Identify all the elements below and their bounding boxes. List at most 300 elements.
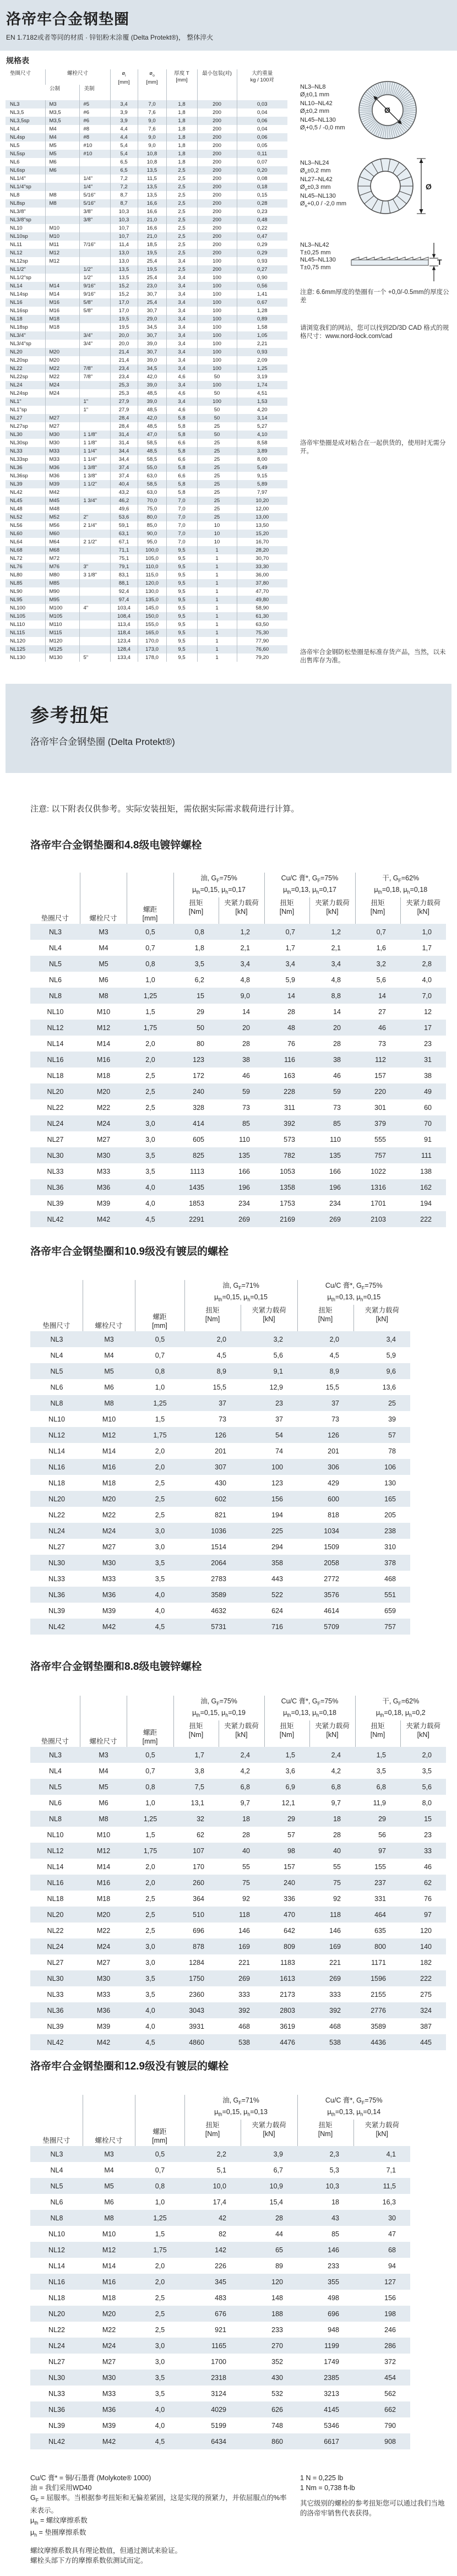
table-row bbox=[6, 315, 287, 323]
cell bbox=[45, 175, 79, 183]
cell: 16,6 bbox=[138, 224, 166, 232]
table-row bbox=[6, 117, 287, 125]
cell: NL8 bbox=[10, 192, 20, 198]
cell: 9,5 bbox=[166, 563, 197, 571]
cell: 1,58 bbox=[237, 323, 287, 331]
table-row bbox=[6, 199, 287, 208]
cell: 146 bbox=[329, 1926, 341, 1935]
cell: 2,4 bbox=[331, 1751, 341, 1759]
cell: 9,5 bbox=[166, 571, 197, 579]
cell: 3,0 bbox=[155, 1543, 165, 1551]
cell: 85 bbox=[242, 1119, 250, 1128]
cell: 3,5 bbox=[155, 1575, 165, 1583]
cell: 201 bbox=[328, 1447, 339, 1455]
cell: 17,0 bbox=[110, 307, 138, 315]
cell: 170,0 bbox=[138, 637, 166, 645]
cell: 16,6 bbox=[138, 208, 166, 216]
table-row bbox=[30, 1555, 410, 1571]
cell: 123,4 bbox=[110, 637, 138, 645]
cell: NL33 bbox=[47, 1167, 64, 1175]
cell: 68 bbox=[388, 2246, 396, 2254]
cell: 25 bbox=[197, 480, 237, 488]
cell: 1,25 bbox=[153, 1399, 167, 1407]
cell: 4,6 bbox=[166, 389, 197, 397]
col-thickness: 厚度 T [mm] bbox=[166, 69, 197, 100]
cell: 2360 bbox=[189, 1990, 204, 1998]
cell: 240 bbox=[193, 1087, 204, 1096]
cell: 355 bbox=[328, 2278, 339, 2286]
cell: 464 bbox=[374, 1910, 386, 1919]
cell: 4,2 bbox=[331, 1767, 341, 1775]
cell: M36 bbox=[96, 1183, 111, 1191]
cell: NL18sp bbox=[10, 324, 28, 330]
cell: 0,7 bbox=[285, 928, 295, 936]
cell: 23,0 bbox=[138, 282, 166, 290]
table-row bbox=[30, 1795, 446, 1811]
cell: M16 bbox=[102, 2278, 116, 2286]
cell: 200 bbox=[197, 249, 237, 257]
cell: M6 bbox=[45, 158, 79, 166]
table-row bbox=[6, 571, 287, 579]
col-clamp: 夹紧力载荷 [kN] bbox=[353, 1305, 410, 1331]
cell: 2,0 bbox=[145, 1039, 155, 1048]
cell: NL10 bbox=[47, 1007, 64, 1016]
table-row bbox=[30, 2401, 410, 2417]
cell: M14 bbox=[102, 1447, 116, 1455]
cell: NL115 bbox=[10, 630, 25, 636]
cell: 1,75 bbox=[143, 1023, 157, 1032]
cell: 4,8 bbox=[331, 976, 341, 984]
cell: NL22 bbox=[47, 1926, 64, 1935]
cell: 23,4 bbox=[110, 364, 138, 373]
cell: 3,5 bbox=[145, 1974, 155, 1983]
cell: 5/8" bbox=[79, 298, 110, 307]
cell: 130 bbox=[384, 1479, 396, 1487]
cell: NL30 bbox=[47, 1151, 64, 1159]
cell: 1 1/4" bbox=[79, 447, 110, 455]
cell: 3,4 bbox=[166, 397, 197, 406]
cell: 100,0 bbox=[138, 546, 166, 554]
cell: 10,9 bbox=[269, 2182, 283, 2190]
cell: 4,6 bbox=[166, 373, 197, 381]
cell: NL42 bbox=[47, 2038, 64, 2046]
cell: 1 bbox=[197, 546, 237, 554]
cell: 4632 bbox=[211, 1606, 226, 1615]
table-row bbox=[30, 1475, 410, 1491]
cell: 3/4" bbox=[79, 331, 110, 340]
cell: 1 bbox=[197, 579, 237, 587]
cell bbox=[79, 579, 110, 587]
cell: #6 bbox=[79, 117, 110, 125]
cell: 6,8 bbox=[331, 1783, 341, 1791]
cell: 1 bbox=[197, 563, 237, 571]
cell: 878 bbox=[193, 1942, 204, 1951]
cell: 1,5 bbox=[376, 1751, 386, 1759]
cell: 538 bbox=[329, 2038, 341, 2046]
cell: 59 bbox=[242, 1087, 250, 1096]
cell: 39,0 bbox=[138, 381, 166, 389]
cell: NL45 bbox=[10, 498, 23, 504]
cell: 3,5 bbox=[155, 2373, 165, 2382]
cell: 333 bbox=[238, 1990, 250, 1998]
cell: 1,8 bbox=[166, 117, 197, 125]
cell: 46 bbox=[333, 1071, 341, 1080]
cell: 1 bbox=[197, 596, 237, 604]
cell: 150,0 bbox=[138, 612, 166, 620]
cell: 1,25 bbox=[153, 2214, 167, 2222]
cell: 2064 bbox=[211, 1559, 226, 1567]
torque-table-12-9-body bbox=[30, 2146, 410, 2449]
table-row bbox=[6, 563, 287, 571]
cell: 2,5 bbox=[166, 175, 197, 183]
cell: 716 bbox=[271, 1622, 283, 1631]
cell: M33 bbox=[45, 455, 79, 464]
cell bbox=[79, 158, 110, 166]
col-torque: 扭矩 [Nm] bbox=[184, 1305, 241, 1331]
cell: 76 bbox=[287, 1039, 295, 1048]
cell: 21,4 bbox=[110, 348, 138, 356]
cell bbox=[79, 554, 110, 563]
cell: 1,8 bbox=[166, 150, 197, 158]
cell: 3,0 bbox=[145, 1135, 155, 1143]
table-row bbox=[30, 1131, 446, 1147]
cell: NL12sp bbox=[10, 258, 28, 264]
cell: 30,70 bbox=[237, 554, 287, 563]
cell: 2,3 bbox=[329, 2150, 339, 2158]
footer-definitions bbox=[30, 2473, 289, 2566]
cell: 123 bbox=[271, 1479, 283, 1487]
cell: 260 bbox=[193, 1878, 204, 1887]
cell: 0,04 bbox=[237, 108, 287, 117]
cell: M10 bbox=[96, 1831, 111, 1839]
cell: 155 bbox=[374, 1862, 386, 1871]
cell: 0,7 bbox=[376, 928, 386, 936]
cell: NL18 bbox=[47, 1894, 64, 1903]
cell: M14 bbox=[96, 1039, 111, 1048]
cell bbox=[45, 274, 79, 282]
cell: 165 bbox=[384, 1495, 396, 1503]
cell: 37 bbox=[275, 1415, 283, 1423]
cell: 146 bbox=[238, 1926, 250, 1935]
cell: 25 bbox=[197, 464, 237, 472]
cell: 6,5 bbox=[110, 166, 138, 175]
cell: 70 bbox=[424, 1119, 432, 1128]
cell: M42 bbox=[45, 488, 79, 497]
cell: 2,5 bbox=[145, 1910, 155, 1919]
cell: 135 bbox=[238, 1151, 250, 1159]
cell: 47,70 bbox=[237, 587, 287, 596]
cell: 9,0 bbox=[240, 992, 250, 1000]
cell bbox=[45, 265, 79, 274]
cell: M20 bbox=[96, 1087, 111, 1096]
cell: 15,2 bbox=[110, 282, 138, 290]
col-bolt-size: 螺栓尺寸 bbox=[45, 69, 110, 85]
cell: 85 bbox=[331, 2230, 339, 2238]
col-clamp: 夹紧力载荷 [kN] bbox=[309, 1720, 355, 1747]
cell: 100 bbox=[197, 356, 237, 364]
cell: 34,4 bbox=[110, 447, 138, 455]
table-row bbox=[30, 1954, 446, 1970]
cell: 1,5 bbox=[155, 1415, 165, 1423]
col-clamp: 夹紧力载荷 [kN] bbox=[400, 1720, 446, 1747]
cell bbox=[79, 596, 110, 604]
cell: 3,6 bbox=[285, 1767, 295, 1775]
table-row bbox=[6, 282, 287, 290]
cell: 13,0 bbox=[110, 249, 138, 257]
cell: 301 bbox=[374, 1103, 386, 1112]
table-row bbox=[30, 956, 446, 972]
cell: 97 bbox=[378, 1847, 386, 1855]
cell: 200 bbox=[197, 117, 237, 125]
cell bbox=[79, 612, 110, 620]
cell: 624 bbox=[271, 1606, 283, 1615]
cell: 7,0 bbox=[422, 992, 432, 1000]
cell: 4" bbox=[79, 604, 110, 612]
cell: M3 bbox=[104, 2150, 114, 2158]
table-row bbox=[30, 1747, 446, 1763]
cell: M12 bbox=[96, 1847, 111, 1855]
cell: 48,5 bbox=[138, 389, 166, 397]
cell: 3931 bbox=[189, 2022, 204, 2030]
cell: NL10 bbox=[10, 225, 23, 231]
note-line: NL45–NL130 $Ø_o+0,0 / -2,0$ mm bbox=[300, 193, 347, 209]
cell: 55 bbox=[333, 1862, 341, 1871]
table-row bbox=[30, 1986, 446, 2002]
cell: NL5 bbox=[50, 1367, 63, 1375]
cell: 20 bbox=[333, 1023, 341, 1032]
cell: 126 bbox=[328, 1431, 339, 1439]
cell: 194 bbox=[271, 1511, 283, 1519]
cell: 0,93 bbox=[237, 257, 287, 265]
table-row bbox=[30, 2354, 410, 2370]
cell: 3,0 bbox=[155, 1527, 165, 1535]
cell: NL42 bbox=[48, 2437, 65, 2446]
cell: 1,25 bbox=[143, 1815, 157, 1823]
group-paste: Cu/C 膏*, $G_F=75\%$ $\mu_{th}=0,13$, $\mu_h=0,14$ bbox=[297, 2095, 410, 2120]
table-row bbox=[30, 1347, 410, 1363]
table-row bbox=[30, 2386, 410, 2401]
cell: 10 bbox=[197, 530, 237, 538]
table-row bbox=[30, 1459, 410, 1475]
cell: 163 bbox=[284, 1071, 295, 1080]
table-row bbox=[6, 364, 287, 373]
cell: 100 bbox=[197, 282, 237, 290]
cell: 9,15 bbox=[237, 472, 287, 480]
cell: NL20 bbox=[47, 1087, 64, 1096]
cell: 6,5 bbox=[110, 158, 138, 166]
table-row bbox=[6, 480, 287, 488]
cell: 120,0 bbox=[138, 579, 166, 587]
table-row bbox=[6, 397, 287, 406]
cell: M5 bbox=[104, 1367, 114, 1375]
cell: M16 bbox=[96, 1055, 111, 1064]
cell: 9,5 bbox=[166, 554, 197, 563]
cell: 42 bbox=[219, 2214, 226, 2222]
cell: 234 bbox=[238, 1199, 250, 1207]
cell: 5,8 bbox=[166, 414, 197, 422]
cell: 28 bbox=[333, 1039, 341, 1048]
cell: 4,0 bbox=[145, 1199, 155, 1207]
cell: 83,1 bbox=[110, 571, 138, 579]
cell: 4,0 bbox=[145, 2022, 155, 2030]
torque-subtitle: 洛帝牢合金钢垫圈 (Delta Protekt®) bbox=[30, 737, 175, 747]
cell: 1514 bbox=[211, 1543, 226, 1551]
table-row bbox=[6, 208, 287, 216]
torque-table-8-8-body bbox=[30, 1747, 446, 2050]
cell: 95,0 bbox=[138, 538, 166, 546]
cell: 3,19 bbox=[237, 373, 287, 381]
torque-table-4-8-body bbox=[30, 924, 446, 1227]
cell: 58,90 bbox=[237, 604, 287, 612]
cell: M52 bbox=[45, 513, 79, 521]
cell bbox=[79, 505, 110, 513]
cell: 5,6 bbox=[273, 1351, 283, 1359]
group-oil: 油, $G_F=71\%$ $\mu_{th}=0,15$, $\mu_h=0,13$ bbox=[184, 2095, 297, 2120]
pair-note: 洛帝牢垫圈是成对粘合在一起供货的，使用时无需分开。 bbox=[300, 440, 446, 455]
cell: 307 bbox=[215, 1463, 226, 1471]
cell: NL33 bbox=[10, 448, 23, 454]
cell: 157 bbox=[374, 1071, 386, 1080]
cell: 200 bbox=[197, 175, 237, 183]
cell: M90 bbox=[45, 587, 79, 596]
table-row bbox=[6, 422, 287, 431]
cell: M110 bbox=[45, 620, 79, 629]
cell: 94 bbox=[388, 2262, 396, 2270]
cell: 9,7 bbox=[331, 1799, 341, 1807]
cell: 106 bbox=[384, 1463, 396, 1471]
table-row bbox=[6, 497, 287, 505]
cell: 1749 bbox=[324, 2357, 339, 2366]
cell: NL14 bbox=[47, 1862, 64, 1871]
cell: NL22 bbox=[10, 366, 23, 372]
cell: 4,4 bbox=[110, 125, 138, 133]
cell: 116 bbox=[284, 1055, 295, 1064]
table-row bbox=[30, 940, 446, 956]
cell: 782 bbox=[284, 1151, 295, 1159]
cell: 200 bbox=[197, 199, 237, 208]
note-line: Cu/C 膏* = 铜/石墨膏 (Molykote® 1000) bbox=[30, 2474, 151, 2482]
footer-conversions bbox=[300, 2473, 449, 2518]
col-clamp: 夹紧力载荷 [kN] bbox=[241, 1305, 297, 1331]
cell: 2155 bbox=[371, 1990, 386, 1998]
cell: 0,89 bbox=[237, 315, 287, 323]
table-row bbox=[6, 323, 287, 331]
cell: 100 bbox=[271, 1463, 283, 1471]
table-row bbox=[30, 1099, 446, 1115]
table-row bbox=[6, 629, 287, 637]
cell: 70,0 bbox=[138, 497, 166, 505]
cell: M6 bbox=[99, 1799, 108, 1807]
cell: 4436 bbox=[371, 2038, 386, 2046]
cell: 948 bbox=[328, 2326, 339, 2334]
cell: 60 bbox=[424, 1103, 432, 1112]
cell: 7,0 bbox=[166, 530, 197, 538]
cell: M30 bbox=[102, 2373, 116, 2382]
cell bbox=[79, 323, 110, 331]
cell: M3,5 bbox=[45, 108, 79, 117]
cell: M18 bbox=[96, 1071, 111, 1080]
cell: 2,0 bbox=[155, 2278, 165, 2286]
cell: 107 bbox=[193, 1847, 204, 1855]
cell: M30 bbox=[45, 439, 79, 447]
cell: 13,00 bbox=[237, 513, 287, 521]
cell: 1,0 bbox=[155, 2198, 165, 2206]
cell: M36 bbox=[96, 2006, 111, 2014]
cell: M20 bbox=[45, 356, 79, 364]
table-row bbox=[6, 414, 287, 422]
cell: 2,2 bbox=[216, 2150, 226, 2158]
cell: M22 bbox=[102, 2326, 116, 2334]
cell: M27 bbox=[102, 1543, 116, 1551]
cell: 17,4 bbox=[213, 2198, 226, 2206]
cell: NL30 bbox=[48, 1559, 65, 1567]
table-row bbox=[30, 1083, 446, 1099]
table-row bbox=[6, 150, 287, 158]
cell: 0,47 bbox=[237, 232, 287, 241]
group-header-row bbox=[30, 873, 446, 897]
col-imperial: 美制 bbox=[79, 85, 110, 100]
cell: 135 bbox=[329, 1151, 341, 1159]
cell: 3/4" bbox=[79, 340, 110, 348]
cell: 29 bbox=[287, 1815, 295, 1823]
cell: NL6 bbox=[49, 976, 62, 984]
cell: NL16 bbox=[48, 1463, 65, 1471]
cell: 1358 bbox=[280, 1183, 295, 1191]
cell: 0,29 bbox=[237, 249, 287, 257]
cell: 48 bbox=[287, 1023, 295, 1032]
cell: NL6sp bbox=[10, 167, 25, 173]
cell: M42 bbox=[102, 1622, 116, 1631]
cell: 118,4 bbox=[110, 629, 138, 637]
table-row bbox=[6, 513, 287, 521]
cell: 77,90 bbox=[237, 637, 287, 645]
cell: 6434 bbox=[211, 2437, 226, 2446]
cell: 2,5 bbox=[145, 1894, 155, 1903]
cell: 5,6 bbox=[422, 1783, 432, 1791]
cell: NL36 bbox=[47, 2006, 64, 2014]
cell: 39,0 bbox=[138, 340, 166, 348]
cell: 6,2 bbox=[194, 976, 204, 984]
table-row bbox=[6, 538, 287, 546]
cell: 1,8 bbox=[166, 125, 197, 133]
cell: NL6 bbox=[10, 159, 20, 165]
note-line: $\mu_h$ = 垫圈摩擦系数 bbox=[30, 2529, 86, 2538]
cell: 4,5 bbox=[155, 1622, 165, 1631]
section-title-8-8: 洛帝牢合金钢垫圈和8.8级电镀锌螺栓 bbox=[30, 1661, 202, 1673]
cell: 2,5 bbox=[166, 232, 197, 241]
cell: 1,8 bbox=[166, 108, 197, 117]
cell: 78 bbox=[388, 1447, 396, 1455]
cell: 1199 bbox=[324, 2341, 339, 2350]
cell: 7/8" bbox=[79, 364, 110, 373]
cell: 5199 bbox=[211, 2421, 226, 2430]
cell: 9,5 bbox=[166, 579, 197, 587]
cell: 635 bbox=[374, 1926, 386, 1935]
cell: 4860 bbox=[189, 2038, 204, 2046]
torque-table-12-9-wrap bbox=[30, 2095, 410, 2449]
cell: 286 bbox=[384, 2341, 396, 2350]
cell: 200 bbox=[197, 241, 237, 249]
cell: 5/16" bbox=[79, 199, 110, 208]
cell: 10,20 bbox=[237, 497, 287, 505]
cell: M16 bbox=[45, 307, 79, 315]
table-row bbox=[6, 265, 287, 274]
cell: NL3,5 bbox=[10, 110, 24, 116]
cell: 5,8 bbox=[166, 480, 197, 488]
cell: M16 bbox=[96, 1878, 111, 1887]
cell: 63,0 bbox=[138, 472, 166, 480]
cell: 200 bbox=[197, 141, 237, 150]
